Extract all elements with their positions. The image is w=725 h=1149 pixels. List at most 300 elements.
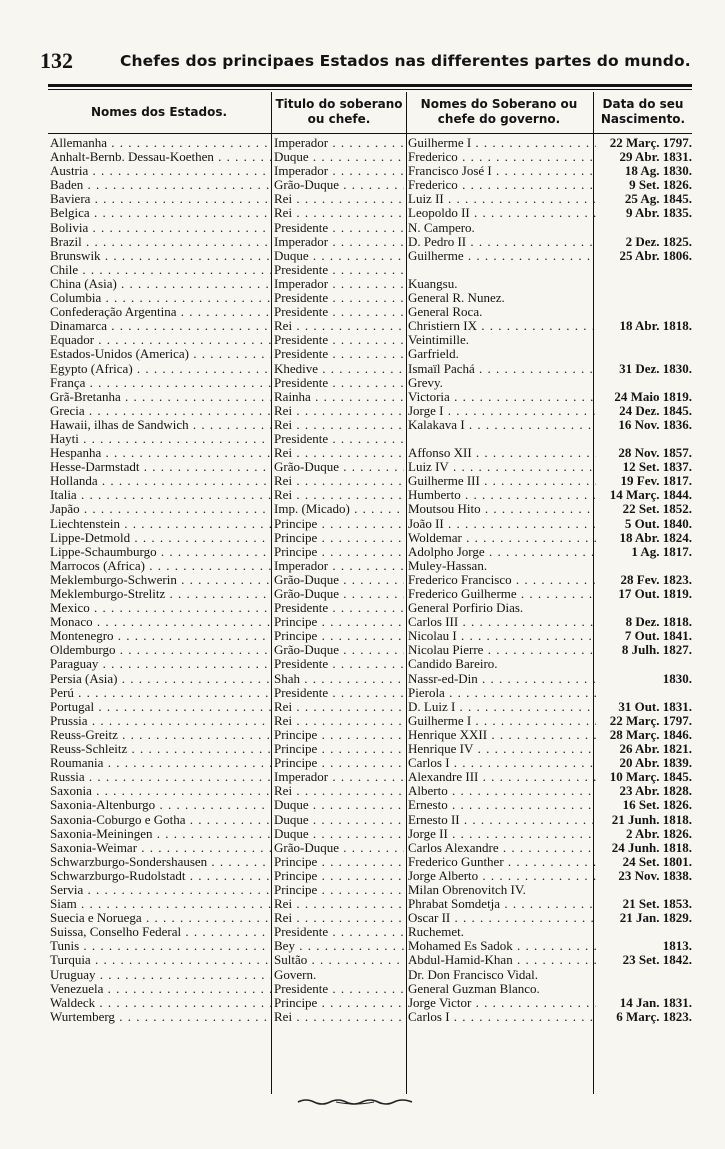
table-row bbox=[48, 855, 692, 869]
table-row bbox=[48, 672, 692, 686]
birth-date-cell-text: 8 Julh. 1827. bbox=[621, 643, 692, 658]
leader-dots bbox=[318, 362, 404, 376]
birth-date-cell-text: 21 Set. 1853. bbox=[622, 897, 692, 912]
ruler-name-cell-text: Muley-Hassan. bbox=[408, 558, 488, 573]
state-cell bbox=[50, 643, 272, 657]
leader-dots bbox=[292, 1010, 404, 1024]
title-cell bbox=[274, 474, 404, 488]
ruler-name-cell bbox=[408, 925, 596, 939]
title-cell bbox=[274, 939, 404, 953]
state-cell-text: Russia bbox=[50, 770, 85, 785]
title-cell bbox=[274, 686, 404, 700]
birth-date-cell bbox=[598, 756, 692, 770]
ruler-name-cell bbox=[408, 813, 596, 827]
state-cell-text: Brazil bbox=[50, 234, 82, 249]
table-row bbox=[48, 784, 692, 798]
ruler-name-cell-text: Leopoldo II bbox=[408, 206, 470, 221]
ruler-name-cell bbox=[408, 376, 596, 390]
leader-dots bbox=[93, 615, 272, 629]
title-cell-text: Bey bbox=[274, 939, 295, 954]
title-cell-text: Grão-Duque bbox=[274, 178, 339, 193]
title-cell bbox=[274, 968, 404, 982]
table-row bbox=[48, 362, 692, 376]
ruler-name-cell-text: Kuangsu. bbox=[408, 276, 458, 291]
ruler-name-cell bbox=[408, 192, 596, 206]
leader-dots bbox=[457, 629, 596, 643]
title-cell-text: Presidente bbox=[274, 291, 329, 306]
ruler-name-cell bbox=[408, 728, 596, 742]
birth-date-cell-text: 14 Jan. 1831. bbox=[619, 995, 692, 1010]
leader-dots bbox=[142, 911, 272, 925]
title-cell bbox=[274, 136, 404, 150]
ruler-name-cell bbox=[408, 559, 596, 573]
leader-dots bbox=[317, 756, 404, 770]
leader-dots bbox=[176, 305, 272, 319]
ruler-name-cell bbox=[408, 672, 596, 686]
leader-dots bbox=[130, 531, 272, 545]
leader-dots bbox=[328, 333, 404, 347]
state-cell bbox=[50, 657, 272, 671]
state-cell-text: Lippe-Schaumburgo bbox=[50, 544, 157, 559]
leader-dots bbox=[307, 953, 404, 967]
ruler-name-cell-text: Milan Obrenovitch IV. bbox=[408, 882, 526, 897]
header-rule-thin bbox=[48, 89, 692, 90]
title-cell-text: Rei bbox=[274, 897, 293, 912]
title-cell-text: Rei bbox=[274, 403, 293, 418]
title-cell-text: Rei bbox=[274, 206, 293, 221]
title-cell bbox=[274, 770, 404, 784]
leader-dots bbox=[480, 474, 596, 488]
state-cell bbox=[50, 672, 272, 686]
birth-date-cell-text: 23 Set. 1842. bbox=[622, 953, 692, 968]
leader-dots bbox=[464, 249, 596, 263]
leader-dots bbox=[477, 319, 596, 333]
title-cell bbox=[274, 996, 404, 1010]
leader-dots bbox=[328, 925, 404, 939]
leader-dots bbox=[300, 672, 404, 686]
birth-date-cell bbox=[598, 1010, 692, 1024]
birth-date-cell-text: 25 Ag. 1845. bbox=[624, 192, 692, 207]
leader-dots bbox=[458, 178, 596, 192]
title-cell bbox=[274, 305, 404, 319]
birth-date-cell bbox=[598, 573, 692, 587]
ruler-name-cell-text: Luiz II bbox=[408, 192, 444, 207]
ruler-name-cell-text: Nicolau Pierre bbox=[408, 643, 484, 658]
leader-dots bbox=[189, 347, 272, 361]
state-cell-text: Wurtemberg bbox=[50, 1009, 115, 1024]
title-cell-text: Presidente bbox=[274, 981, 329, 996]
state-cell bbox=[50, 770, 272, 784]
title-cell-text: Presidente bbox=[274, 305, 329, 320]
table-row bbox=[48, 390, 692, 404]
leader-dots bbox=[309, 249, 404, 263]
leader-dots bbox=[455, 700, 596, 714]
leader-dots bbox=[470, 206, 596, 220]
leader-dots bbox=[94, 333, 272, 347]
title-cell bbox=[274, 502, 404, 516]
birth-date-cell-text: 25 Abr. 1806. bbox=[619, 248, 692, 263]
birth-date-cell bbox=[598, 897, 692, 911]
ruler-name-cell bbox=[408, 150, 596, 164]
leader-dots bbox=[328, 376, 404, 390]
birth-date-cell-text: 23 Abr. 1828. bbox=[619, 784, 692, 799]
leader-dots bbox=[292, 474, 404, 488]
state-cell bbox=[50, 178, 272, 192]
ruler-name-cell bbox=[408, 883, 596, 897]
ruler-name-cell bbox=[408, 319, 596, 333]
birth-date-cell bbox=[598, 827, 692, 841]
title-cell bbox=[274, 925, 404, 939]
ruler-name-cell-text: N. Campero. bbox=[408, 220, 475, 235]
leader-dots bbox=[473, 742, 596, 756]
title-cell bbox=[274, 206, 404, 220]
leader-dots bbox=[115, 643, 272, 657]
ruler-name-cell-text: Phrabat Somdetja bbox=[408, 897, 501, 912]
ruler-name-cell-text: Guilherme bbox=[408, 248, 464, 263]
ruler-name-cell-text: General Porfirio Dias. bbox=[408, 601, 524, 616]
ruler-name-cell bbox=[408, 643, 596, 657]
ruler-name-cell-text: Carlos III bbox=[408, 615, 459, 630]
ruler-name-cell bbox=[408, 911, 596, 925]
birth-date-cell-text: 28 Març. 1846. bbox=[609, 727, 692, 742]
leader-dots bbox=[450, 390, 596, 404]
birth-date-cell bbox=[598, 953, 692, 967]
title-cell bbox=[274, 742, 404, 756]
title-cell bbox=[274, 263, 404, 277]
state-cell-text: Lippe-Detmold bbox=[50, 530, 131, 545]
birth-date-cell bbox=[598, 728, 692, 742]
ruler-name-cell bbox=[408, 178, 596, 192]
leader-dots bbox=[449, 460, 596, 474]
state-cell-text: Venezuela bbox=[50, 981, 104, 996]
table-row bbox=[48, 714, 692, 728]
leader-dots bbox=[317, 869, 404, 883]
leader-dots bbox=[450, 911, 596, 925]
title-cell bbox=[274, 573, 404, 587]
title-cell-text: Rei bbox=[274, 192, 293, 207]
leader-dots bbox=[133, 362, 272, 376]
state-cell-text: Saxonia-Coburgo e Gotha bbox=[50, 812, 186, 827]
table-row bbox=[48, 404, 692, 418]
title-cell-text: Grão-Duque bbox=[274, 840, 339, 855]
ruler-name-cell bbox=[408, 277, 596, 291]
leader-dots bbox=[186, 869, 272, 883]
leader-dots bbox=[328, 136, 404, 150]
ruler-name-cell-text: Christiern IX bbox=[408, 319, 477, 334]
title-cell-text: Presidente bbox=[274, 601, 329, 616]
state-cell-text: Grecia bbox=[50, 403, 85, 418]
state-cell-text: Italia bbox=[50, 488, 77, 503]
table-row bbox=[48, 545, 692, 559]
leader-dots bbox=[292, 418, 404, 432]
table-row bbox=[48, 643, 692, 657]
title-cell bbox=[274, 404, 404, 418]
state-cell bbox=[50, 263, 272, 277]
leader-dots bbox=[137, 841, 272, 855]
state-cell-text: Allemanha bbox=[50, 136, 108, 150]
leader-dots bbox=[90, 192, 272, 206]
ruler-name-cell bbox=[408, 996, 596, 1010]
leader-dots bbox=[471, 714, 596, 728]
leader-dots bbox=[339, 178, 404, 192]
birth-date-cell-text: 2 Dez. 1825. bbox=[625, 234, 692, 249]
title-cell bbox=[274, 221, 404, 235]
leader-dots bbox=[465, 418, 596, 432]
ruler-name-cell bbox=[408, 206, 596, 220]
title-cell bbox=[274, 150, 404, 164]
leader-dots bbox=[103, 756, 272, 770]
birth-date-cell bbox=[598, 996, 692, 1010]
birth-date-cell-text: 18 Abr. 1818. bbox=[619, 319, 692, 334]
birth-date-cell bbox=[598, 714, 692, 728]
birth-date-cell bbox=[598, 869, 692, 883]
leader-dots bbox=[448, 798, 596, 812]
table-row bbox=[48, 474, 692, 488]
table-row bbox=[48, 996, 692, 1010]
leader-dots bbox=[317, 517, 404, 531]
ruler-name-cell-text: Frederico Guilherme bbox=[408, 587, 517, 601]
birth-date-cell bbox=[598, 418, 692, 432]
state-cell-text: Mexico bbox=[50, 601, 90, 616]
leader-dots bbox=[309, 813, 404, 827]
table-row bbox=[48, 192, 692, 206]
leader-dots bbox=[339, 460, 404, 474]
title-cell bbox=[274, 531, 404, 545]
ruler-name-cell-text: Jorge Victor bbox=[408, 995, 472, 1010]
leader-dots bbox=[186, 813, 272, 827]
state-cell-text: Montenegro bbox=[50, 629, 114, 644]
leader-dots bbox=[96, 968, 273, 982]
leader-dots bbox=[478, 770, 596, 784]
birth-date-cell bbox=[598, 404, 692, 418]
leader-dots bbox=[513, 953, 596, 967]
title-cell bbox=[274, 629, 404, 643]
ruler-name-cell-text: Guilherme III bbox=[408, 474, 480, 489]
state-cell bbox=[50, 883, 272, 897]
title-cell bbox=[274, 813, 404, 827]
state-cell bbox=[50, 488, 272, 502]
ruler-name-cell bbox=[408, 347, 596, 361]
state-cell bbox=[50, 813, 272, 827]
ruler-name-cell bbox=[408, 573, 596, 587]
state-cell-text: Paraguay bbox=[50, 657, 99, 672]
leader-dots bbox=[339, 643, 404, 657]
title-cell bbox=[274, 164, 404, 178]
title-cell bbox=[274, 601, 404, 615]
leader-dots bbox=[458, 615, 596, 629]
table-row bbox=[48, 629, 692, 643]
table-row bbox=[48, 291, 692, 305]
state-cell bbox=[50, 206, 272, 220]
birth-date-cell-text: 24 Set. 1801. bbox=[622, 854, 692, 869]
table-row bbox=[48, 376, 692, 390]
leader-dots bbox=[181, 925, 272, 939]
table-row bbox=[48, 235, 692, 249]
birth-date-cell bbox=[598, 855, 692, 869]
ruler-name-cell-text: Frederico bbox=[408, 150, 458, 165]
state-cell bbox=[50, 798, 272, 812]
ruler-name-cell bbox=[408, 784, 596, 798]
leader-dots bbox=[88, 164, 272, 178]
ruler-name-cell-text: Carlos I bbox=[408, 1009, 450, 1024]
ruler-name-cell-text: Humberto bbox=[408, 488, 461, 503]
ruler-name-cell-text: Ruchemet. bbox=[408, 925, 464, 940]
title-cell-text: Grão-Duque bbox=[274, 587, 339, 601]
state-cell bbox=[50, 573, 272, 587]
state-cell-text: Saxonia-Meiningen bbox=[50, 826, 153, 841]
table-row bbox=[48, 911, 692, 925]
state-cell-text: Prussia bbox=[50, 713, 88, 728]
state-cell-text: Turquia bbox=[50, 953, 91, 968]
ruler-name-cell-text: Jorge Alberto bbox=[408, 868, 479, 883]
table-row bbox=[48, 136, 692, 150]
table-row bbox=[48, 517, 692, 531]
birth-date-cell-text: 1830. bbox=[662, 671, 692, 686]
table-row bbox=[48, 446, 692, 460]
rulers-table bbox=[48, 136, 692, 1024]
birth-date-cell bbox=[598, 784, 692, 798]
column-header-states: Nomes dos Estados. bbox=[90, 104, 228, 119]
ruler-name-cell bbox=[408, 657, 596, 671]
ruler-name-cell bbox=[408, 939, 596, 953]
leader-dots bbox=[189, 418, 272, 432]
ruler-name-cell bbox=[408, 756, 596, 770]
ruler-name-cell bbox=[408, 136, 596, 150]
state-cell-text: Hesse-Darmstadt bbox=[50, 460, 140, 475]
leader-dots bbox=[504, 855, 596, 869]
leader-dots bbox=[328, 221, 404, 235]
table-row bbox=[48, 869, 692, 883]
leader-dots bbox=[77, 488, 272, 502]
state-cell bbox=[50, 615, 272, 629]
birth-date-cell bbox=[598, 249, 692, 263]
title-cell-text: Rei bbox=[274, 446, 293, 461]
ruler-name-cell bbox=[408, 333, 596, 347]
leader-dots bbox=[462, 531, 596, 545]
leader-dots bbox=[499, 841, 596, 855]
title-cell-text: Duque bbox=[274, 248, 309, 263]
ruler-name-cell-text: D. Pedro II bbox=[408, 234, 467, 249]
state-cell-text: Waldeck bbox=[50, 995, 96, 1010]
table-row bbox=[48, 164, 692, 178]
leader-dots bbox=[292, 319, 404, 333]
state-cell bbox=[50, 784, 272, 798]
title-cell bbox=[274, 446, 404, 460]
table-row bbox=[48, 150, 692, 164]
birth-date-cell bbox=[598, 178, 692, 192]
birth-date-cell-text: 1 Ag. 1817. bbox=[631, 544, 692, 559]
leader-dots bbox=[83, 178, 272, 192]
state-cell-text: Perú bbox=[50, 685, 74, 700]
leader-dots bbox=[79, 939, 272, 953]
ruler-name-cell-text: Carlos Alexandre bbox=[408, 840, 499, 855]
table-row bbox=[48, 615, 692, 629]
title-cell-text: Principe bbox=[274, 727, 318, 742]
state-cell bbox=[50, 502, 272, 516]
title-cell bbox=[274, 700, 404, 714]
birth-date-cell-text: 28 Fev. 1823. bbox=[620, 572, 692, 587]
birth-date-cell bbox=[598, 629, 692, 643]
ruler-name-cell-text: Ernesto bbox=[408, 798, 448, 813]
title-cell bbox=[274, 587, 404, 601]
birth-date-cell-text: 14 Març. 1844. bbox=[609, 488, 692, 503]
title-cell-text: Principe bbox=[274, 742, 318, 757]
birth-date-cell-text: 29 Abr. 1831. bbox=[619, 150, 692, 165]
table-row bbox=[48, 770, 692, 784]
leader-dots bbox=[118, 728, 272, 742]
leader-dots bbox=[450, 1010, 596, 1024]
leader-dots bbox=[140, 460, 272, 474]
table-row bbox=[48, 897, 692, 911]
leader-dots bbox=[114, 629, 272, 643]
birth-date-cell-text: 6 Març. 1823. bbox=[616, 1009, 692, 1024]
leader-dots bbox=[444, 404, 596, 418]
leader-dots bbox=[478, 672, 596, 686]
state-cell-text: Baden bbox=[50, 178, 84, 193]
state-cell-text: Belgica bbox=[50, 206, 90, 221]
state-cell-text: França bbox=[50, 375, 86, 390]
table-row bbox=[48, 742, 692, 756]
leader-dots bbox=[98, 657, 272, 671]
title-cell bbox=[274, 756, 404, 770]
state-cell-text: Baviera bbox=[50, 192, 91, 207]
state-cell bbox=[50, 827, 272, 841]
state-cell-text: Equador bbox=[50, 333, 95, 348]
title-cell-text: Principe bbox=[274, 516, 318, 531]
title-cell-text: Rei bbox=[274, 474, 293, 489]
title-cell bbox=[274, 390, 404, 404]
leader-dots bbox=[292, 784, 404, 798]
birth-date-cell-text: 7 Out. 1841. bbox=[624, 629, 692, 644]
birth-date-cell bbox=[598, 164, 692, 178]
title-cell bbox=[274, 362, 404, 376]
ruler-name-cell-text: Frederico Francisco bbox=[408, 572, 512, 587]
table-row bbox=[48, 798, 692, 812]
table-row bbox=[48, 559, 692, 573]
leader-dots bbox=[115, 1010, 272, 1024]
title-cell-text: Presidente bbox=[274, 262, 329, 277]
ruler-name-cell-text: General Guzman Blanco. bbox=[408, 981, 540, 996]
title-cell-text: Principe bbox=[274, 629, 318, 644]
leader-dots bbox=[317, 742, 404, 756]
leader-dots bbox=[328, 982, 404, 996]
ruler-name-cell bbox=[408, 362, 596, 376]
state-cell-text: Confederação Argentina bbox=[50, 305, 177, 320]
state-cell-text: Chile bbox=[50, 262, 79, 277]
ruler-name-cell bbox=[408, 841, 596, 855]
ruler-name-cell-text: Francisco José I bbox=[408, 164, 492, 179]
birth-date-cell-text: 9 Abr. 1835. bbox=[626, 206, 692, 221]
state-cell-text: China (Asia) bbox=[50, 276, 117, 291]
title-cell bbox=[274, 728, 404, 742]
state-cell bbox=[50, 982, 272, 996]
ruler-name-cell bbox=[408, 545, 596, 559]
state-cell bbox=[50, 629, 272, 643]
leader-dots bbox=[445, 686, 596, 700]
state-cell bbox=[50, 756, 272, 770]
leader-dots bbox=[121, 390, 272, 404]
birth-date-cell bbox=[598, 390, 692, 404]
leader-dots bbox=[120, 517, 272, 531]
title-cell bbox=[274, 559, 404, 573]
leader-dots bbox=[91, 953, 272, 967]
table-row bbox=[48, 982, 692, 996]
ruler-name-cell-text: Candido Bareiro. bbox=[408, 657, 498, 672]
state-cell bbox=[50, 559, 272, 573]
birth-date-cell-text: 19 Fev. 1817. bbox=[620, 474, 692, 489]
ruler-name-cell bbox=[408, 390, 596, 404]
table-row bbox=[48, 319, 692, 333]
